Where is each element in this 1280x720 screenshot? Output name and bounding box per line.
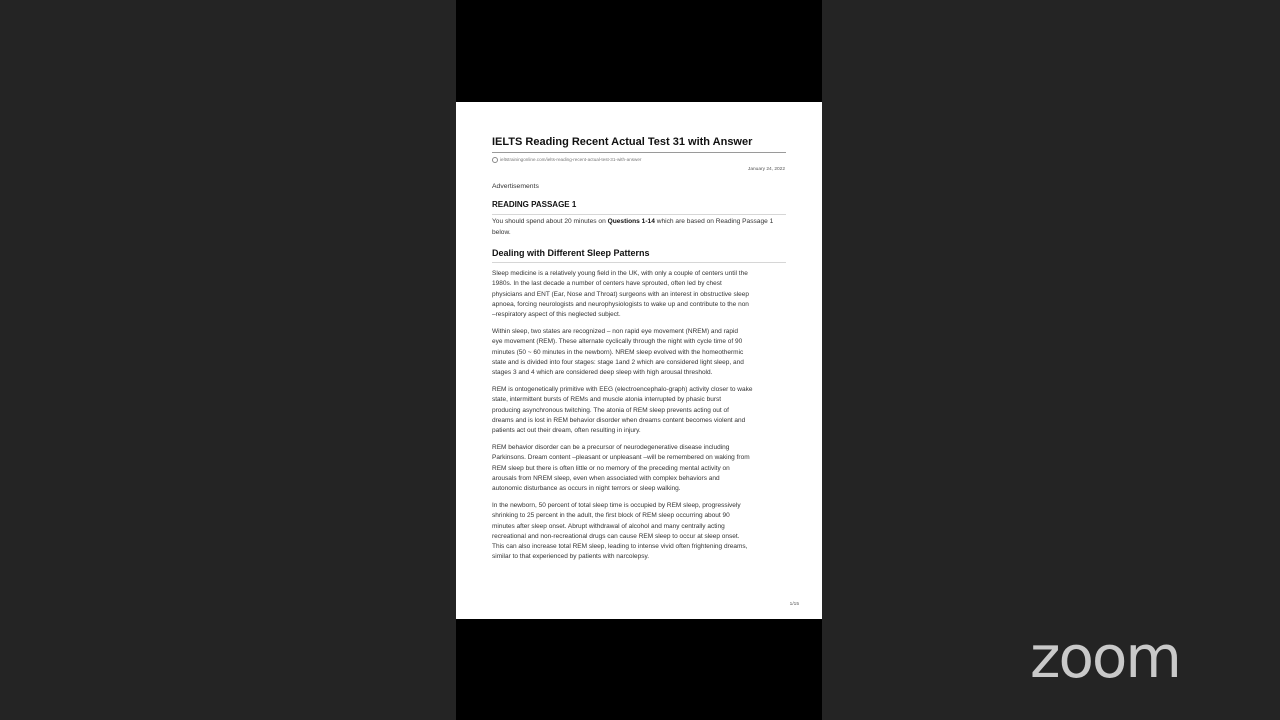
passage-heading: READING PASSAGE 1 [492,200,577,209]
paragraph-line: state and is divided into four stages: stage 1and 2 which are considered light sleep, and [492,358,744,366]
section-heading: Dealing with Different Sleep Patterns [492,248,650,258]
paragraph-line: stages 3 and 4 which are considered deep sleep with high arousal threshold. [492,369,713,377]
source-url[interactable]: ieltstrainingonline.com/ielts-reading-recent-actual-test-31-with-answer [500,157,642,162]
zoom-logo: zoom [1030,623,1180,691]
paragraph-line: recreational and non-recreational drugs can cause REM sleep to occur at sleep onset. [492,532,740,540]
paragraph-line: Sleep medicine is a relatively young field in the UK, with only a couple of centers until the [492,270,748,277]
paragraph-line: apnoea, forcing neurologists and neurophysiologists to wake up and contribute to the non [492,300,749,308]
globe-icon [492,157,498,163]
paragraph-line: minutes after sleep onset. Abrupt withdrawal of alcohol and many centrally acting [492,522,725,530]
document-title: IELTS Reading Recent Actual Test 31 with Answer [492,136,753,148]
title-divider [492,152,786,153]
paragraph-line: This can also increase total REM sleep, leading to intense vivid often frightening dreams, [492,543,748,551]
paragraph-line: REM is ontogenetically primitive with EEG (electroencephalo-graph) activity closer to wake [492,386,753,393]
instruction-prefix: You should spend about 20 minutes on [492,218,608,225]
paragraph-line: arousals from NREM sleep, even when associated with complex behaviors and [492,474,720,482]
paragraph-line: Parkinsons. Dream content –pleasant or unpleasant –will be remembered on waking from [492,454,750,462]
advertisements-label: Advertisements [492,183,539,190]
paragraph-line: minutes (50 ~ 60 minutes in the newborn). NREM sleep evolved with the homeothermic [492,348,744,356]
document-page [456,102,822,619]
paragraph-line: physicians and ENT (Ear, Nose and Throat) surgeons with an interest in obstructive sleep [492,290,750,298]
paragraph-line: In the newborn, 50 percent of total sleep time is occupied by REM sleep, progressively [492,502,741,509]
source-line [492,155,641,164]
paragraph-2 [492,327,786,378]
paragraph-1 [492,269,786,320]
instruction-suffix: which are based on Reading Passage 1 below. [492,218,774,236]
document-date: January 24, 2022 [747,167,785,172]
paragraph-line: REM sleep but there is often little or no memory of the preceding mental activity on [492,464,730,472]
paragraph-5 [492,501,786,563]
paragraph-line: similar to that experienced by patients with narcolepsy. [492,553,650,561]
instruction-questions: Questions 1-14 [607,218,655,225]
paragraph-line: Within sleep, two states are recognized – non rapid eye movement (NREM) and rapid [492,328,739,335]
section-divider [492,262,786,263]
paragraph-line: REM behavior disorder can be a precursor of neurodegenerative disease including [492,444,730,451]
paragraph-line: state, intermittent bursts of REMs and muscle atonia interrupted by phasic burst [492,396,722,404]
passage-divider [492,214,786,215]
page-number: 1/15 [789,602,799,607]
paragraph-line: patients act out their dream, often resulting in injury. [492,427,641,435]
paragraph-line: eye movement (REM). These alternate cyclically through the night with cycle time of 90 [492,338,743,346]
instruction-text [492,217,786,238]
paragraph-line: dreams and is lost in REM behavior disorder when dreams content becomes violent and [492,416,746,424]
paragraph-line: –respiratory aspect of this neglected subject. [492,311,621,319]
paragraph-line: shrinking to 25 percent in the adult, the first block of REM sleep occurring about 90 [492,512,730,520]
paragraph-line: autonomic disturbance as occurs in night terrors or sleep walking. [492,485,681,493]
paragraph-line: 1980s. In the last decade a number of centers have sprouted, often led by chest [492,280,722,288]
paragraph-line: producing asynchronous twitching. The atonia of REM sleep prevents acting out of [492,406,729,414]
paragraph-4 [492,443,786,494]
paragraph-3 [492,385,786,436]
